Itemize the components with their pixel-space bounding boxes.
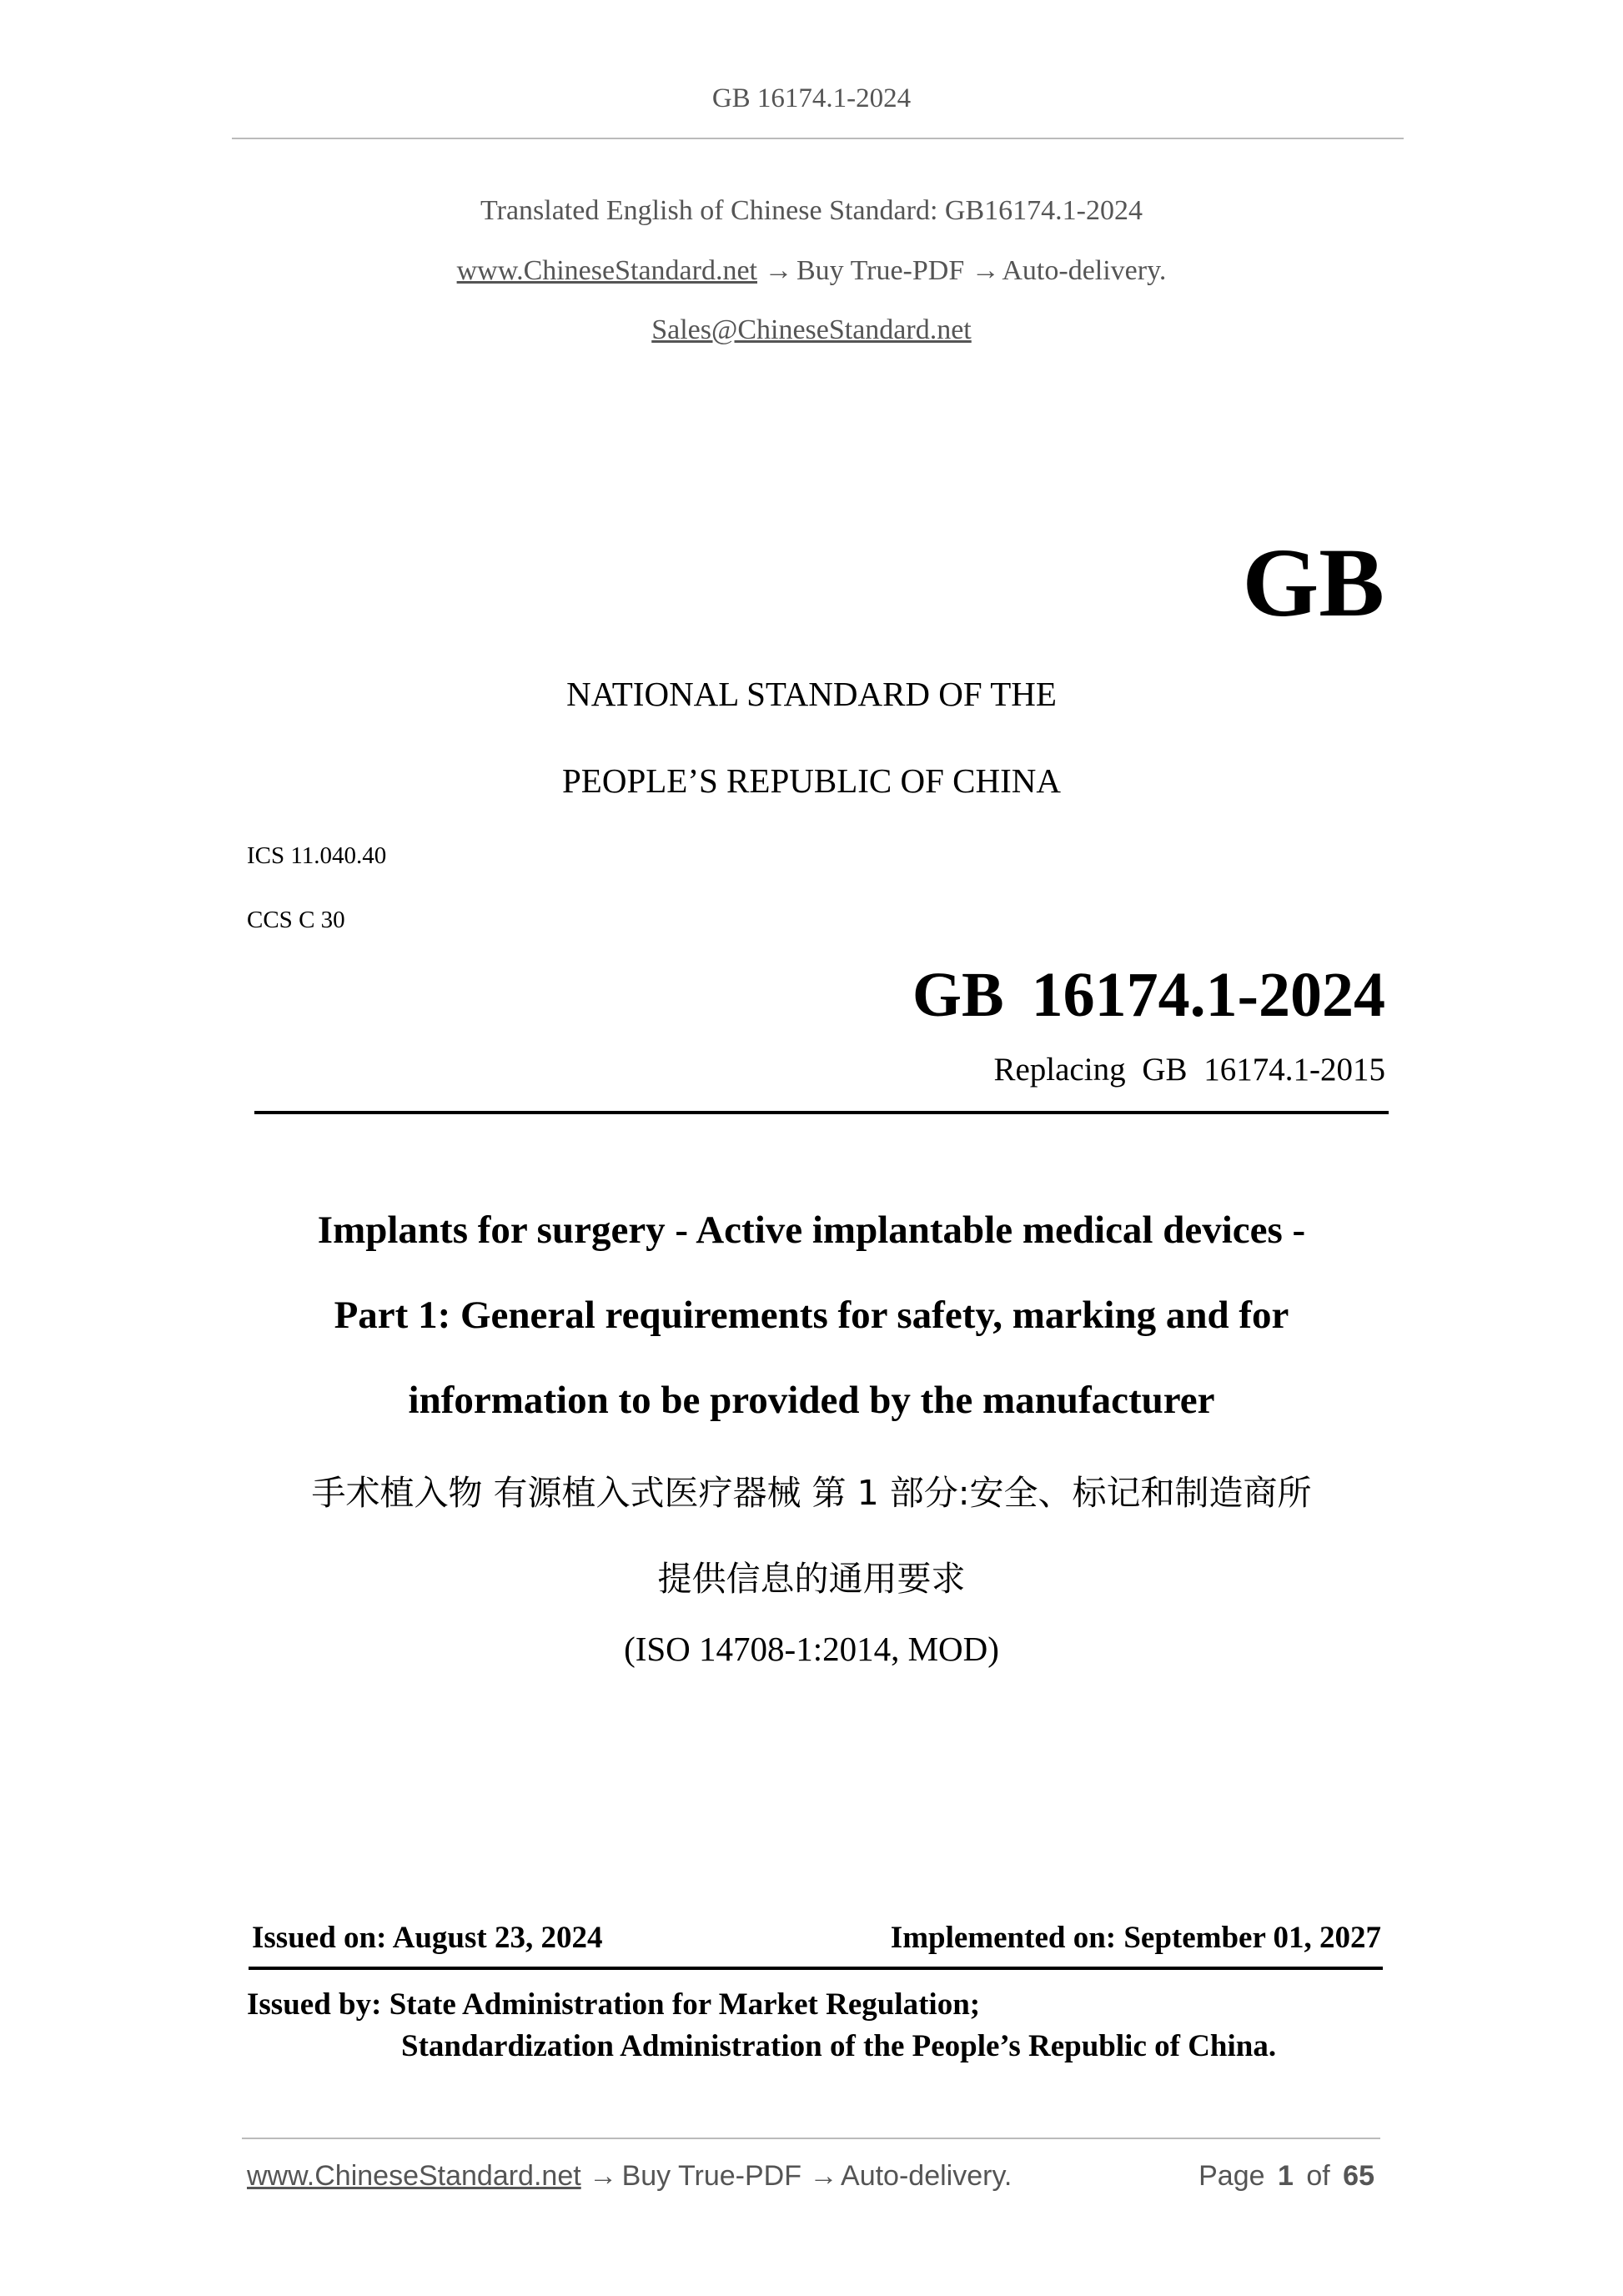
standard-number: GB 16174.1-2024	[912, 960, 1385, 1030]
title-cn-line2: 提供信息的通用要求	[657, 1559, 966, 1599]
page-number	[1198, 2160, 1374, 2193]
issued-by-authority-1: State Administration for Market Regulation;	[389, 1987, 981, 2022]
title-en-line2: Part 1: General requirements for safety, marking and for	[334, 1294, 1289, 1337]
footer-buy-text: Buy True-PDF	[621, 2160, 801, 2192]
title-divider	[254, 1111, 1389, 1114]
footer-buy-line	[247, 2160, 1012, 2193]
issued-by-block	[247, 1987, 980, 2022]
title-cn-line1: 手术植入物 有源植入式医疗器械 第 1 部分:安全、标记和制造商所	[311, 1473, 1312, 1513]
ics-code: ICS 11.040.40	[247, 842, 387, 869]
running-header: GB 16174.1-2024	[711, 83, 912, 113]
dates-divider	[249, 1967, 1383, 1970]
arrow-right-icon: →	[971, 255, 1000, 286]
ccs-code: CCS C 30	[247, 907, 345, 933]
title-en-line3: information to be provided by the manufacturer	[408, 1379, 1215, 1422]
implemented-on: Implemented on: September 01, 2027	[890, 1921, 1381, 1955]
issued-on: Issued on: August 23, 2024	[252, 1921, 603, 1955]
footer-site-link[interactable]: www.ChineseStandard.net	[247, 2160, 581, 2192]
buy-text: Buy True-PDF	[796, 255, 965, 286]
issued-by-authority-2: Standardization Administration of the People’s Republic of China.	[401, 2029, 1277, 2063]
page-total: 65	[1343, 2160, 1374, 2192]
gb-logo: GB	[1242, 528, 1384, 637]
header-divider	[232, 138, 1404, 139]
arrow-right-icon: →	[764, 255, 793, 286]
sales-email-link[interactable]: Sales@ChineseStandard.net	[651, 314, 972, 345]
issued-by-label: Issued by:	[247, 1987, 382, 2022]
footer-delivery-text: Auto-delivery.	[841, 2160, 1012, 2192]
page-current: 1	[1277, 2160, 1294, 2192]
national-standard-line2: PEOPLE’S REPUBLIC OF CHINA	[562, 761, 1061, 800]
footer-divider	[242, 2138, 1380, 2139]
buy-line	[0, 255, 1623, 287]
iso-reference: (ISO 14708-1:2014, MOD)	[624, 1630, 999, 1668]
replacing-line: Replacing GB 16174.1-2015	[993, 1052, 1385, 1088]
delivery-text: Auto-delivery.	[1002, 255, 1167, 286]
sales-email-line	[0, 314, 1623, 346]
page-of: of	[1306, 2160, 1330, 2192]
arrow-right-icon: →	[589, 2160, 618, 2192]
page-label: Page	[1198, 2160, 1265, 2192]
national-standard-line1: NATIONAL STANDARD OF THE	[566, 675, 1057, 713]
site-link[interactable]: www.ChineseStandard.net	[456, 255, 757, 286]
translated-line: Translated English of Chinese Standard: GB16174.1-2024	[480, 195, 1143, 226]
title-en-line1: Implants for surgery - Active implantable medical devices -	[317, 1208, 1306, 1252]
arrow-right-icon: →	[809, 2160, 838, 2192]
